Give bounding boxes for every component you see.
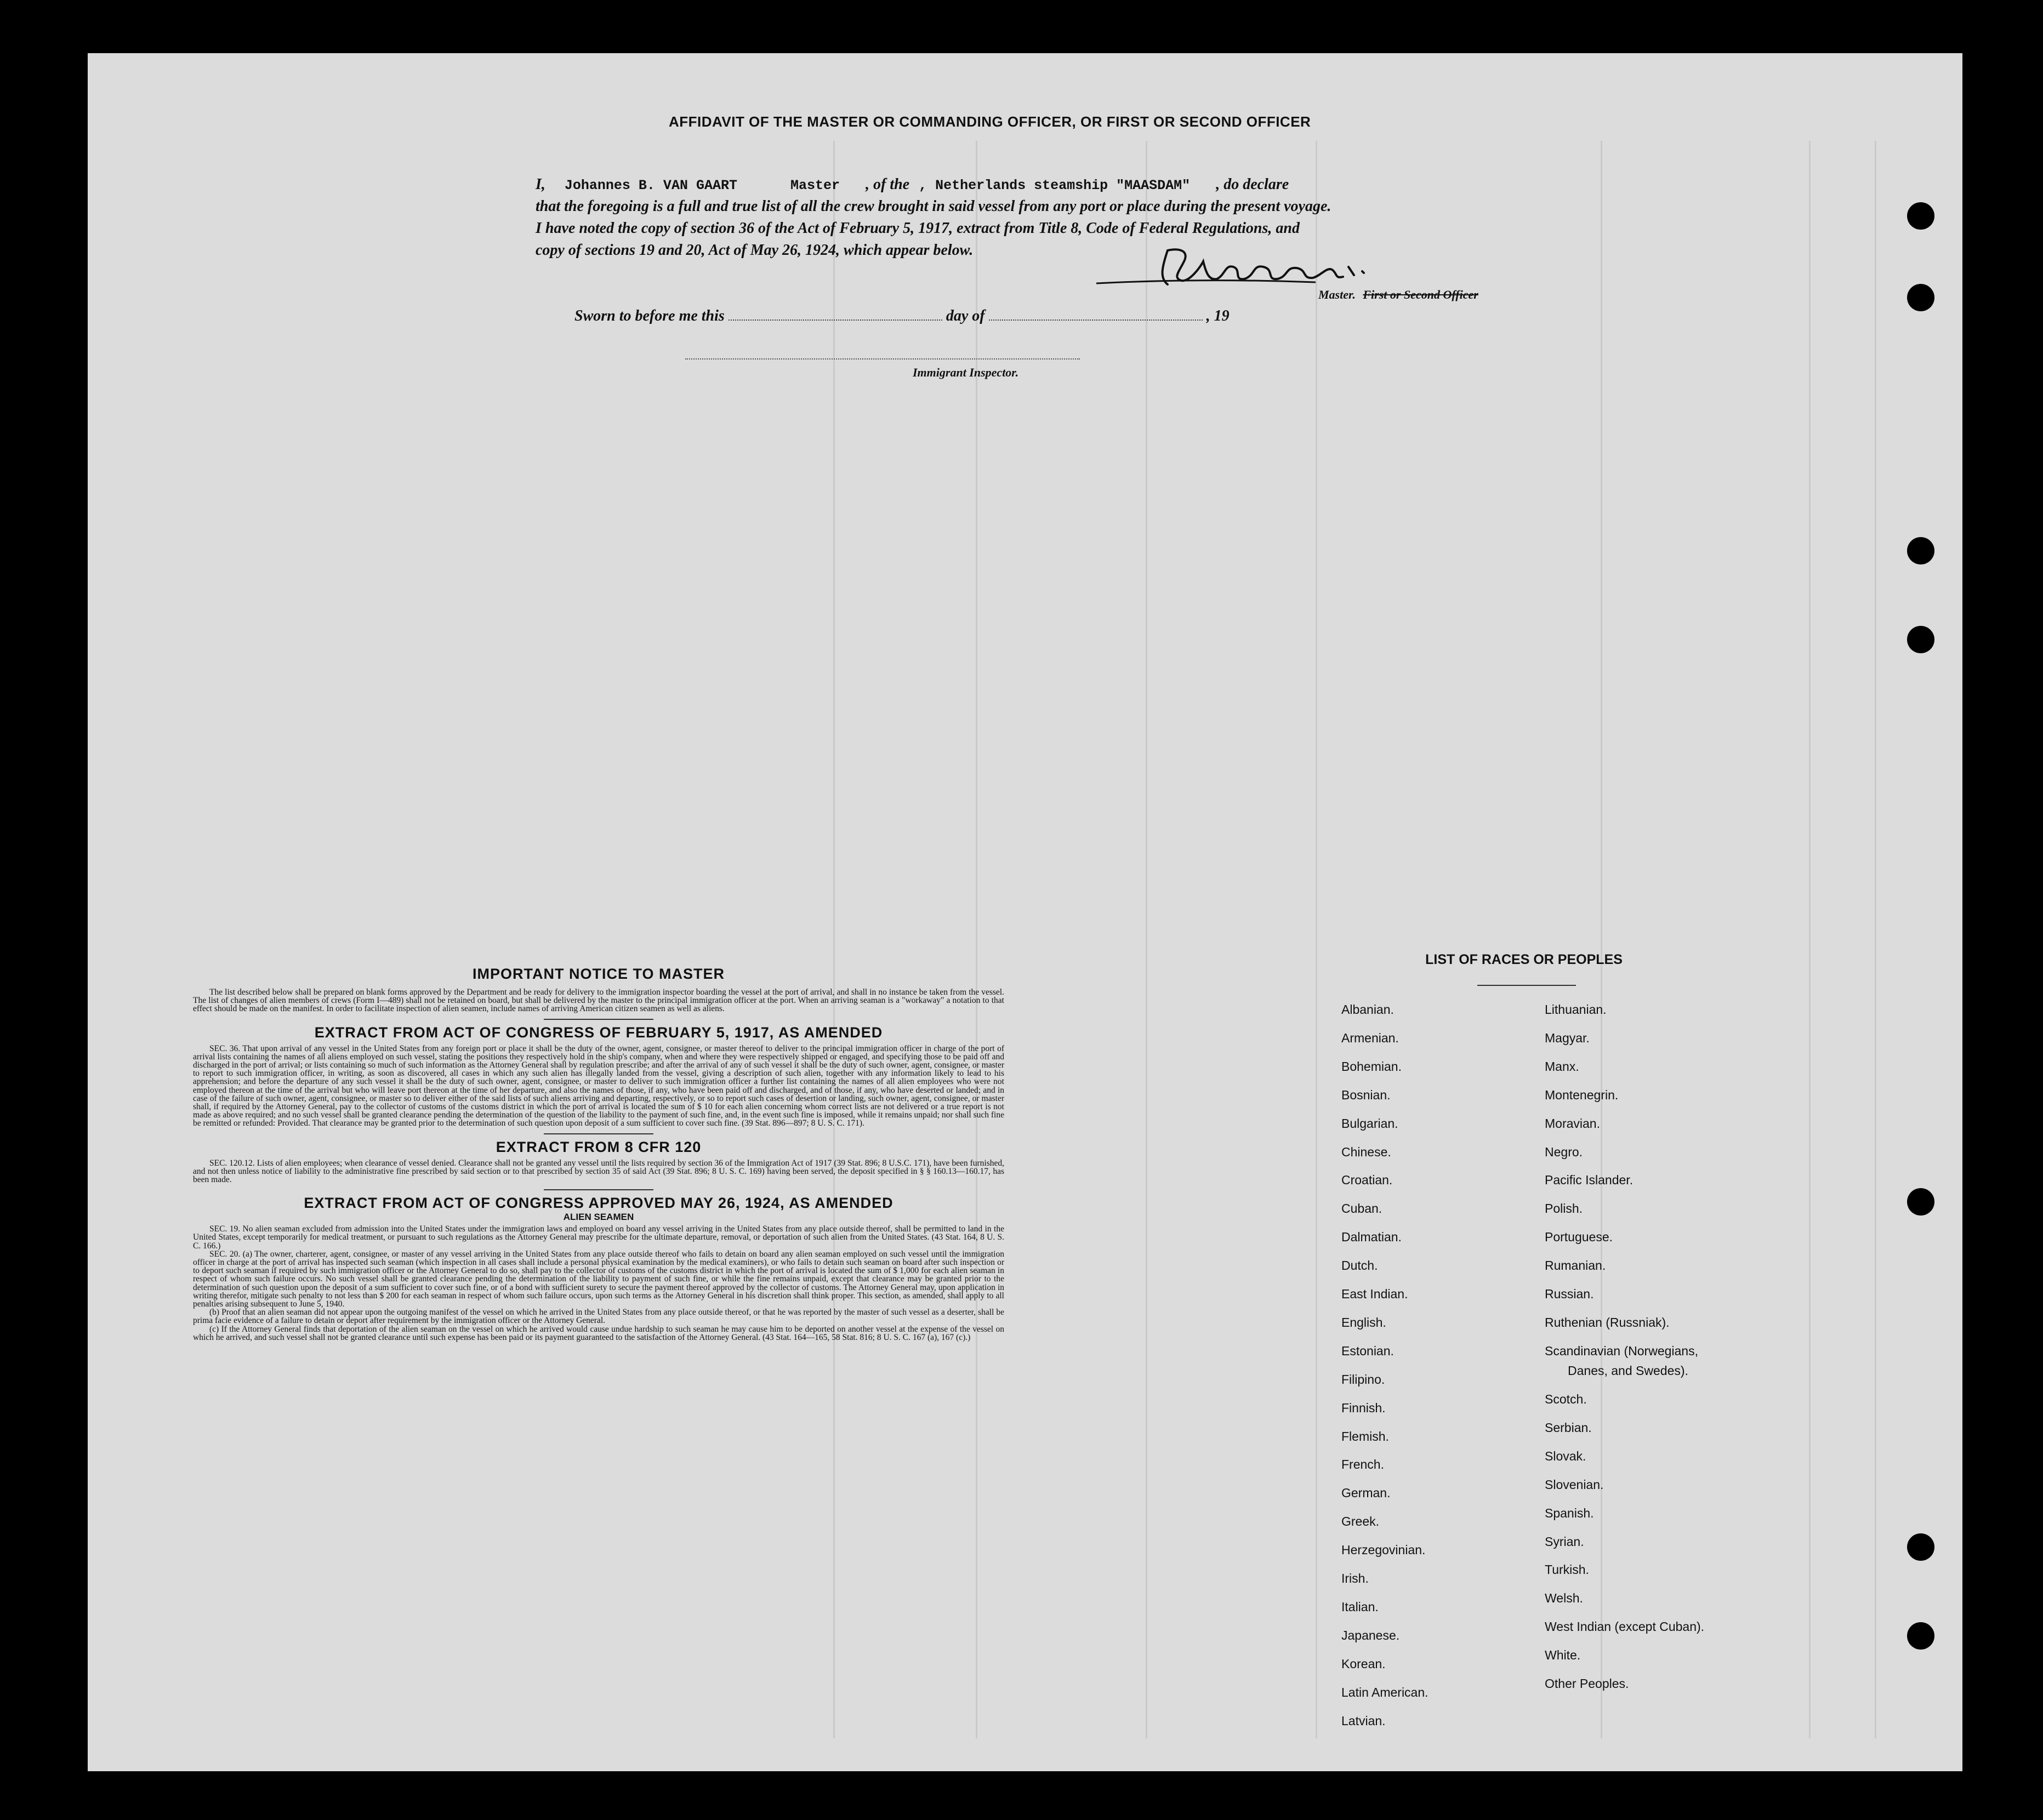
sec-20a-paragraph: SEC. 20. (a) The owner, charterer, agent, consignee, or master of any vessel arriving in the United States from any place outside thereof who fails to detain on board any alien seaman employed on such vessel until the immigration officer in charge at the port of arrival has inspected such seaman (which inspection in all cases shall include a personal physical examination by the medical examiners), or who fails to detain such seaman on board after such inspection or to deport such seaman if required by such immigration officer or the Attorney General to do so, shall pay to the collector of customs of the customs district in which the port of arrival is located the sum of $ 1,000 for each alien seaman in respect of whom such failure occurs. No such vessel shall be granted clearance pending the determination of the liability to payment of such fine, or while the fine remains unpaid, except that clearance may be granted prior to the determination of such question upon the deposit of a sum sufficient to cover such fine, or of a bond with sufficient surety to secure the payment thereof approved by the collector of customs. The Attorney General may, upon application in writing therefor, mitigate such penalty to not less than $ 200 for each seaman in respect of whom such failure occurs, upon such terms as the Attorney General in his discretion shall think proper. This section, as amended, shall apply to all penalties arising subsequent to June 5, 1940. <box>193 1249 1004 1309</box>
binder-hole <box>1907 1622 1934 1650</box>
sec-19-paragraph: SEC. 19. No alien seaman excluded from admission into the United States under the immigration laws and employed on board any vessel arriving in the United States from any place outside thereof, shall be permitted to land in the United States, except temporarily for medical treatment, or pursuant to such regulations as the Attorney General may prescribe for the ultimate departure, removal, or deportation of such alien from the United States. (43 Stat. 164, 8 U. S. C. 166.) <box>193 1224 1004 1251</box>
declaration-line-2: that the foregoing is a full and true list of all the crew brought in said vessel from any port or place during the present voyage. <box>536 198 1331 215</box>
cfr-heading: EXTRACT FROM 8 CFR 120 <box>496 1138 702 1155</box>
separator <box>544 1019 653 1020</box>
race-item: French. <box>1341 1457 1384 1472</box>
race-item: Other Peoples. <box>1545 1676 1629 1691</box>
race-item: West Indian (except Cuban). <box>1545 1619 1705 1634</box>
inspector-label: Immigrant Inspector. <box>913 366 1019 379</box>
act-1917-heading: EXTRACT FROM ACT OF CONGRESS OF FEBRUARY 5, 1917, AS AMENDED <box>314 1024 883 1041</box>
ghost-rule <box>833 141 835 1738</box>
race-item: Ruthenian (Russniak). <box>1545 1315 1670 1330</box>
race-item: Herzegovinian. <box>1341 1543 1426 1557</box>
legal-text-column <box>193 966 1004 1342</box>
cfr-paragraph: SEC. 120.12. Lists of alien employees; when clearance of vessel denied. Clearance shall not be granted any vessel until the lists required by section 36 of the Immigration Act of 1917 (39 Stat. 896; 8 U.S.C. 171), have been furnished, and not then unless notice of liability to the administrative fine prescribed by said section or to that prescribed by section 35 of said Act (39 Stat. 896; 8 U. S. C. 169) having been served, the deposit specified in § § 160.13—160.17, has been made. <box>193 1158 1004 1185</box>
sworn-label: Sworn to before me this <box>574 307 725 324</box>
race-item: Greek. <box>1341 1514 1380 1529</box>
race-item: East Indian. <box>1341 1287 1408 1301</box>
race-item: Serbian. <box>1545 1420 1592 1435</box>
i-label: I, <box>536 176 545 193</box>
master-caption: Master. <box>1318 288 1356 301</box>
race-item: Latin American. <box>1341 1685 1429 1699</box>
race-item: Rumanian. <box>1545 1258 1606 1273</box>
alien-seamen-subheading: ALIEN SEAMEN <box>563 1212 634 1223</box>
race-item: Russian. <box>1545 1287 1594 1301</box>
race-item: Irish. <box>1341 1571 1369 1585</box>
separator <box>544 1133 653 1134</box>
vessel-name: , Netherlands steamship "MAASDAM" <box>919 178 1191 193</box>
binder-hole <box>1907 1533 1934 1561</box>
affidavit-title: AFFIDAVIT OF THE MASTER OR COMMANDING OFFICER, OR FIRST OR SECOND OFFICER <box>669 113 1311 130</box>
race-item: Montenegrin. <box>1545 1087 1619 1102</box>
race-item: English. <box>1341 1315 1386 1330</box>
sec-20b-paragraph: (b) Proof that an alien seaman did not appear upon the outgoing manifest of the vessel on which he arrived in the United States from any place outside thereof, or that he was reported by the master of such vessel as a deserter, shall be prima facie evidence of a failure to detain or deport after requirement by the immigration officer or the Attorney General. <box>193 1308 1004 1326</box>
race-item: Armenian. <box>1341 1030 1399 1045</box>
race-item: Bosnian. <box>1341 1087 1391 1102</box>
race-item: Danes, and Swedes). <box>1568 1363 1688 1378</box>
race-item: Scotch. <box>1545 1392 1587 1407</box>
ghost-rule <box>1316 141 1317 1738</box>
day-blank <box>729 309 942 321</box>
race-item: Slovak. <box>1545 1448 1586 1463</box>
race-item: Scandinavian (Norwegians, <box>1545 1343 1698 1358</box>
day-of-label: day of <box>946 307 985 324</box>
race-item: Croatian. <box>1341 1173 1393 1188</box>
ghost-rule <box>1146 141 1147 1738</box>
binder-hole <box>1907 202 1934 230</box>
ghost-rule <box>1809 141 1811 1738</box>
race-item: Finnish. <box>1341 1400 1386 1415</box>
race-item: Manx. <box>1545 1059 1579 1074</box>
declarant-rank: Master <box>790 178 840 193</box>
inspector-signature-line <box>685 358 1080 360</box>
separator <box>544 1189 653 1190</box>
race-item: Dutch. <box>1341 1258 1378 1273</box>
of-the-label: , of the <box>865 176 910 193</box>
do-declare-label: , do declare <box>1216 176 1289 193</box>
sec-20c-paragraph: (c) If the Attorney General finds that deportation of the alien seaman on the vessel on which he arrived would cause undue hardship to such seaman he may cause him to be deported on another vessel at the expense of the vessel on which he arrived, and such vessel shall not be granted clearance until such expense has been paid or its payment guaranteed to the satisfaction of the Attorney General. (43 Stat. 164—165, 58 Stat. 816; 8 U. S. C. 167 (a), 167 (c).) <box>193 1324 1004 1342</box>
race-item: Latvian. <box>1341 1713 1386 1728</box>
act-1917-text <box>193 1045 1004 1128</box>
document-page <box>88 53 1962 1771</box>
race-item: Syrian. <box>1545 1534 1584 1549</box>
declaration-line-4: copy of sections 19 and 20, Act of May 26, 1924, which appear below. <box>536 242 974 259</box>
race-item: Korean. <box>1341 1656 1386 1671</box>
race-item: Welsh. <box>1545 1591 1583 1606</box>
signature-caption <box>1318 288 1478 302</box>
race-item: German. <box>1341 1486 1391 1500</box>
races-heading-underline <box>1477 985 1576 986</box>
act-1924-text <box>193 1225 1004 1342</box>
binder-hole <box>1907 626 1934 653</box>
race-item: Bulgarian. <box>1341 1116 1398 1131</box>
notice-paragraph: The list described below shall be prepared on blank forms approved by the Department and be ready for delivery to the immigration inspector boarding the vessel at the port of arrival, and shall in no instance be taken from the vessel. The list of changes of alien members of crews (Form I—489) shall not be retained on board, but shall be delivered by the master to the principal immigration officer at the port. When an arriving seaman is a "workaway" a notation to that effect should be made on the manifest. In order to facilitate inspection of alien seamen, include names of arriving American citizen seamen as well as aliens. <box>193 988 1004 1014</box>
race-item: Filipino. <box>1341 1372 1385 1387</box>
cfr-text <box>193 1159 1004 1184</box>
race-item: Flemish. <box>1341 1429 1389 1444</box>
race-item: Slovenian. <box>1545 1477 1604 1492</box>
act-1924-heading: EXTRACT FROM ACT OF CONGRESS APPROVED MAY 26, 1924, AS AMENDED <box>304 1195 894 1212</box>
year-prefix: , 19 <box>1206 307 1230 324</box>
act-1917-paragraph: SEC. 36. That upon arrival of any vessel in the United States from any foreign port or place it shall be the duty of the owner, agent, consignee, or master thereof to deliver to the principal immigration officer in charge of the port of arrival lists containing the names of all aliens employed on such vessel, stating the positions they respectively hold in the ship's company, when and where they were respectively shipped or engaged, and specifying those to be paid off and discharged in the port of arrival; or lists containing so much of such information as the Attorney General shall by regulation prescribe; and after the arrival of any of such vessel it shall be the duty of such owner, agent, consignee, or master to report to such immigration officer, in writing, as soon as discovered, all cases in which any such alien has illegally landed from the vessel, giving a description of such alien, together with any information likely to lead to his apprehension; and before the departure of any such vessel it shall be the duty of such owner, agent, consignee, or master to deliver to such immigration officer a further list containing the names of all alien employees who were not employed thereon at the time of the arrival but who will leave port thereon at the time of her departure, and also the names of those, if any, who have been paid off and discharged, and of those, if any, who have deserted or landed; and in case of the failure of such owner, agent, consignee, or master so to deliver either of the said lists of such aliens arriving and departing, respectively, or so to report such cases of desertion or landing, such owner, agent, consignee, or master shall, if required by the Attorney General, pay to the collector of customs of the customs district in which the port of arrival is located the sum of $ 10 for each alien concerning whom correct lists are not delivered or a true report is not made as above required; and no such vessel shall be granted clearance pending the determination of the question of the liability to the payment of such fine, and, in the event such fine is imposed, while it remains unpaid; nor shall such fine be remitted or refunded: Provided. That clearance may be granted prior to the determination of such question upon deposit of a sum sufficient to cover such fine. (39 Stat. 896—897; 8 U. S. C. 171). <box>193 1043 1004 1128</box>
race-item: Albanian. <box>1341 1002 1394 1017</box>
race-item: Chinese. <box>1341 1144 1391 1159</box>
race-item: Portuguese. <box>1545 1230 1613 1245</box>
binder-hole <box>1907 1188 1934 1216</box>
declaration-line-1 <box>536 174 1289 197</box>
race-item: Japanese. <box>1341 1628 1400 1642</box>
struck-officer-titles: First or Second Officer <box>1363 288 1478 301</box>
month-blank <box>989 309 1203 321</box>
race-item: Estonian. <box>1341 1343 1394 1358</box>
race-item: Magyar. <box>1545 1030 1590 1045</box>
race-item: Negro. <box>1545 1144 1583 1159</box>
race-item: Polish. <box>1545 1201 1583 1216</box>
race-item: Lithuanian. <box>1545 1002 1607 1017</box>
ghost-rule <box>1875 141 1876 1738</box>
notice-heading: IMPORTANT NOTICE TO MASTER <box>473 966 725 982</box>
declarant-name: Johannes B. VAN GAART <box>564 178 737 193</box>
race-item: Pacific Islander. <box>1545 1173 1634 1188</box>
sworn-line <box>574 305 1230 327</box>
race-item: Cuban. <box>1341 1201 1382 1216</box>
race-item: White. <box>1545 1648 1581 1663</box>
race-item: Turkish. <box>1545 1562 1589 1577</box>
declaration-line-3: I have noted the copy of section 36 of the Act of February 5, 1917, extract from Title 8, Code of Federal Regulations, and <box>536 220 1300 237</box>
race-item: Spanish. <box>1545 1505 1594 1520</box>
race-item: Dalmatian. <box>1341 1230 1402 1245</box>
races-heading: LIST OF RACES OR PEOPLES <box>1425 952 1623 967</box>
race-item: Italian. <box>1341 1599 1379 1614</box>
ghost-rule <box>1601 141 1602 1738</box>
binder-hole <box>1907 537 1934 564</box>
ghost-rule <box>976 141 977 1738</box>
notice-text <box>193 988 1004 1013</box>
race-item: Bohemian. <box>1341 1059 1402 1074</box>
binder-hole <box>1907 284 1934 311</box>
race-item: Moravian. <box>1545 1116 1600 1131</box>
